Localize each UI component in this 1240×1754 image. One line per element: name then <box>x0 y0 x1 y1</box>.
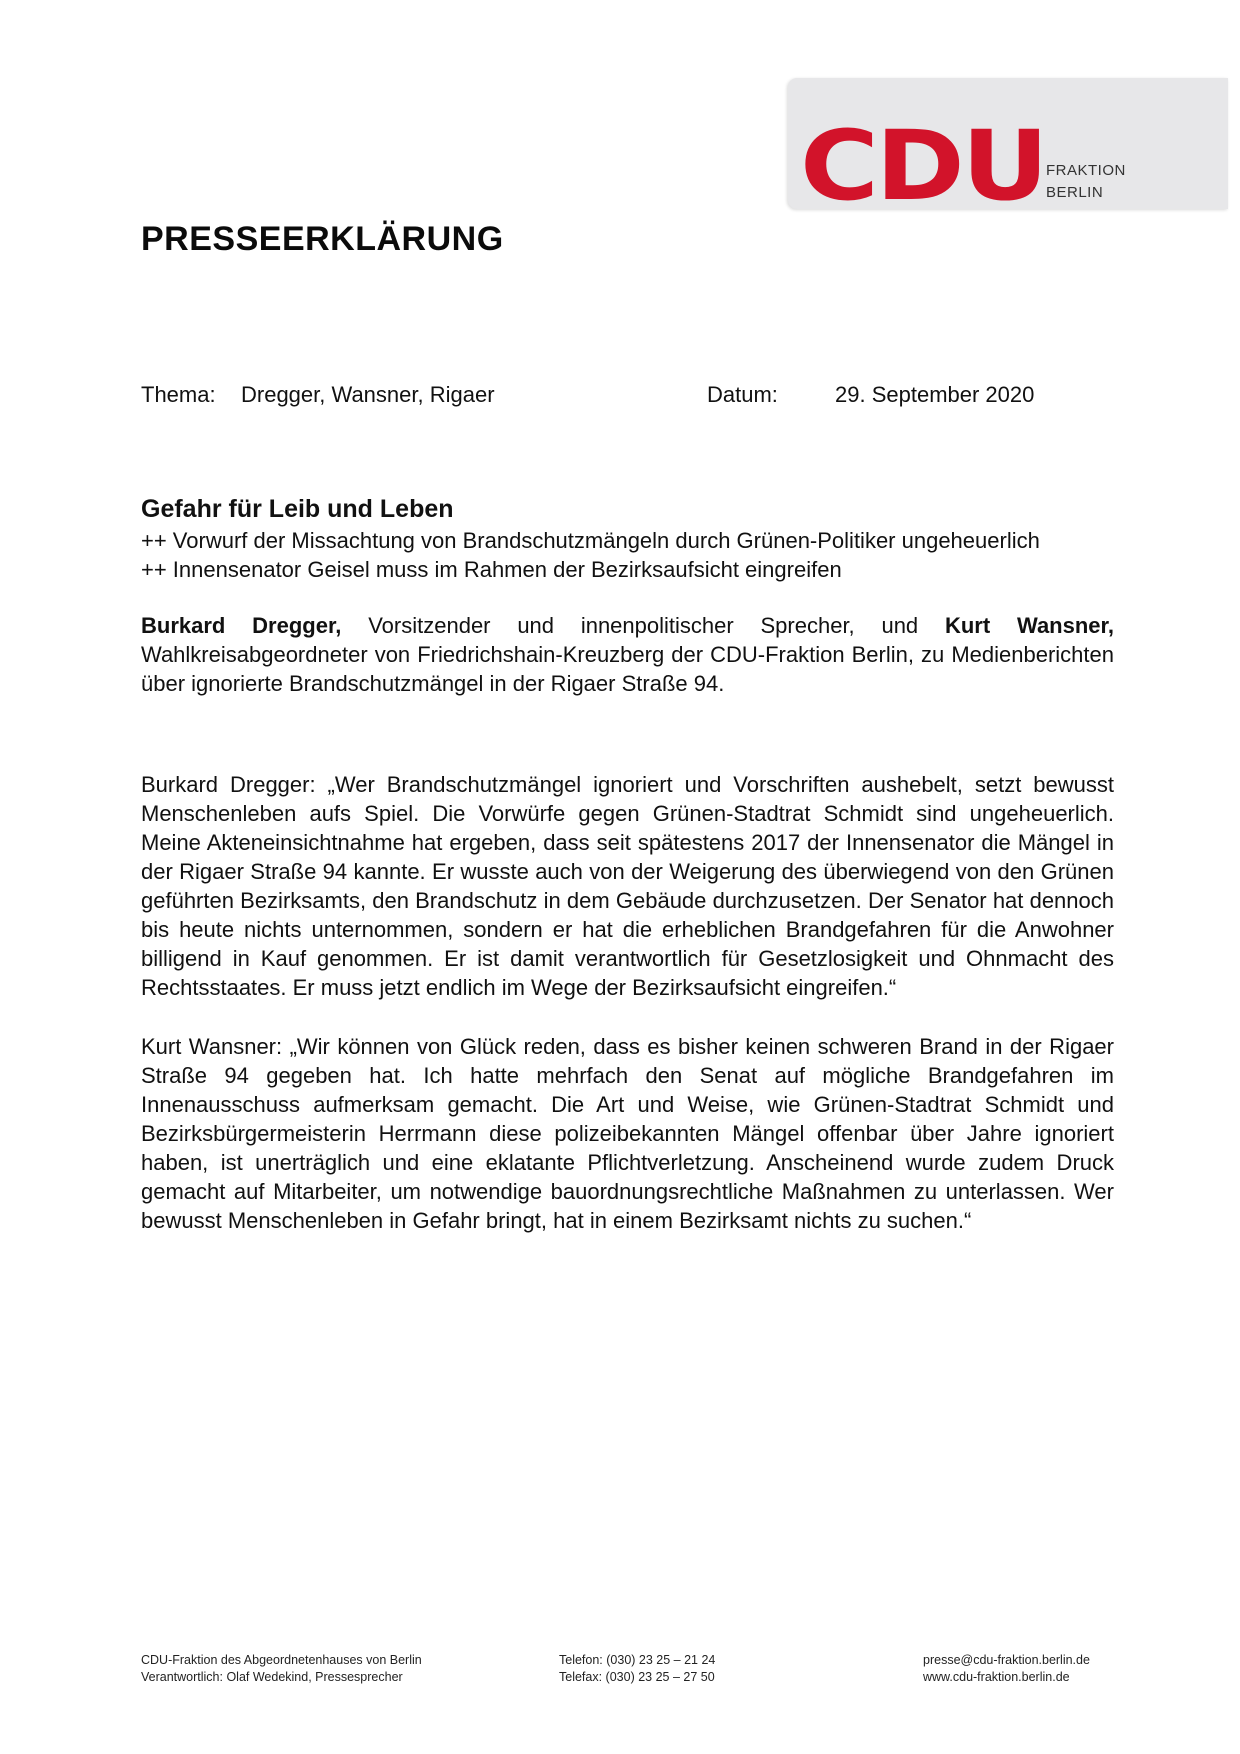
logo-subtitle-line2: BERLIN <box>1046 184 1104 201</box>
intro-name-wansner: Kurt Wansner, <box>944 613 1114 638</box>
quote-dregger: Burkard Dregger: „Wer Brandschutzmängel ignoriert und Vorschriften aushebelt, setzt bewusst Menschenleben aufs Spiel. Die Vorwürfe gegen Grünen-Stadtrat Schmidt sind ungeheuerlich. Meine Akteneinsichtnahme hat ergeben, dass seit spätestens 2017 der Innensenator die Mängel in der Rigaer Straße 94 kannte. Er wusste auch von der Weigerung des überwiegend von den Grünen geführten Bezirksamts, den Brandschutz in dem Gebäude durchzusetzen. Der Senator hat dennoch bis heute nichts unternommen, sondern er hat die erheblichen Brandgefahren für die Anwohner billigend in Kauf genommen. Er ist damit verantwortlich für Gesetzlosigkeit und Ohnmacht des Rechtsstaates. Er muss jetzt endlich im Wege der Bezirksaufsicht eingreifen.“ <box>141 772 1114 1000</box>
footer-fax: Telefax: (030) 23 25 – 27 50 <box>559 1670 715 1684</box>
intro-paragraph <box>141 611 1114 698</box>
footer-organization <box>141 1652 422 1686</box>
datum-label: Datum: <box>707 382 778 407</box>
press-release-body <box>141 492 1114 1235</box>
headline: Gefahr für Leib und Leben <box>141 495 454 523</box>
logo-subtitle <box>1046 160 1126 204</box>
footer-responsible: Verantwortlich: Olaf Wedekind, Pressesprecher <box>141 1670 403 1684</box>
footer-email[interactable]: presse@cdu-fraktion.berlin.de <box>923 1653 1090 1667</box>
document-title: PRESSEERKLÄRUNG <box>141 220 504 258</box>
footer-contact-phone <box>559 1652 715 1686</box>
footer-website[interactable]: www.cdu-fraktion.berlin.de <box>923 1670 1070 1684</box>
quote-wansner: Kurt Wansner: „Wir können von Glück reden, dass es bisher keinen schweren Brand in der Rigaer Straße 94 gegeben hat. Ich hatte mehrfach den Senat auf mögliche Brandgefahren im Innenausschuss aufmerksam gemacht. Die Art und Weise, wie Grünen-Stadtrat Schmidt und Bezirksbürgermeisterin Herrmann diese polizeibekannten Mängel offenbar über Jahre ignoriert haben, ist unerträglich und eine eklatante Pflichtverletzung. Anscheinend wurde zudem Druck gemacht auf Mitarbeiter, um notwendige bauordnungsrechtliche Maßnahmen zu unterlassen. Wer bewusst Menschenleben in Gefahr bringt, hat in einem Bezirksamt nichts zu suchen.“ <box>141 1034 1114 1233</box>
intro-text-1: Vorsitzender und innenpolitischer Sprecher, und <box>341 613 945 638</box>
subline-2: ++ Innensenator Geisel muss im Rahmen der Bezirksaufsicht eingreifen <box>141 557 842 582</box>
intro-name-dregger: Burkard Dregger, <box>141 613 342 638</box>
thema-label: Thema: <box>141 382 216 407</box>
datum-value: 29. September 2020 <box>835 382 1035 407</box>
logo-subtitle-line1: FRAKTION <box>1046 162 1126 179</box>
footer-phone: Telefon: (030) 23 25 – 21 24 <box>559 1653 716 1667</box>
cdu-logo: CDU <box>800 110 1046 222</box>
footer-org-name: CDU-Fraktion des Abgeordnetenhauses von Berlin <box>141 1653 422 1667</box>
thema-value: Dregger, Wansner, Rigaer <box>241 382 495 407</box>
intro-text-2: Wahlkreisabgeordneter von Friedrichshain-Kreuzberg der CDU-Fraktion Berlin, zu Medienberichten über ignorierte Brandschutzmängel in der Rigaer Straße 94. <box>141 642 1114 696</box>
footer-contact-web <box>923 1652 1090 1686</box>
subline-1: ++ Vorwurf der Missachtung von Brandschutzmängeln durch Grünen-Politiker ungeheuerlich <box>141 528 1040 553</box>
